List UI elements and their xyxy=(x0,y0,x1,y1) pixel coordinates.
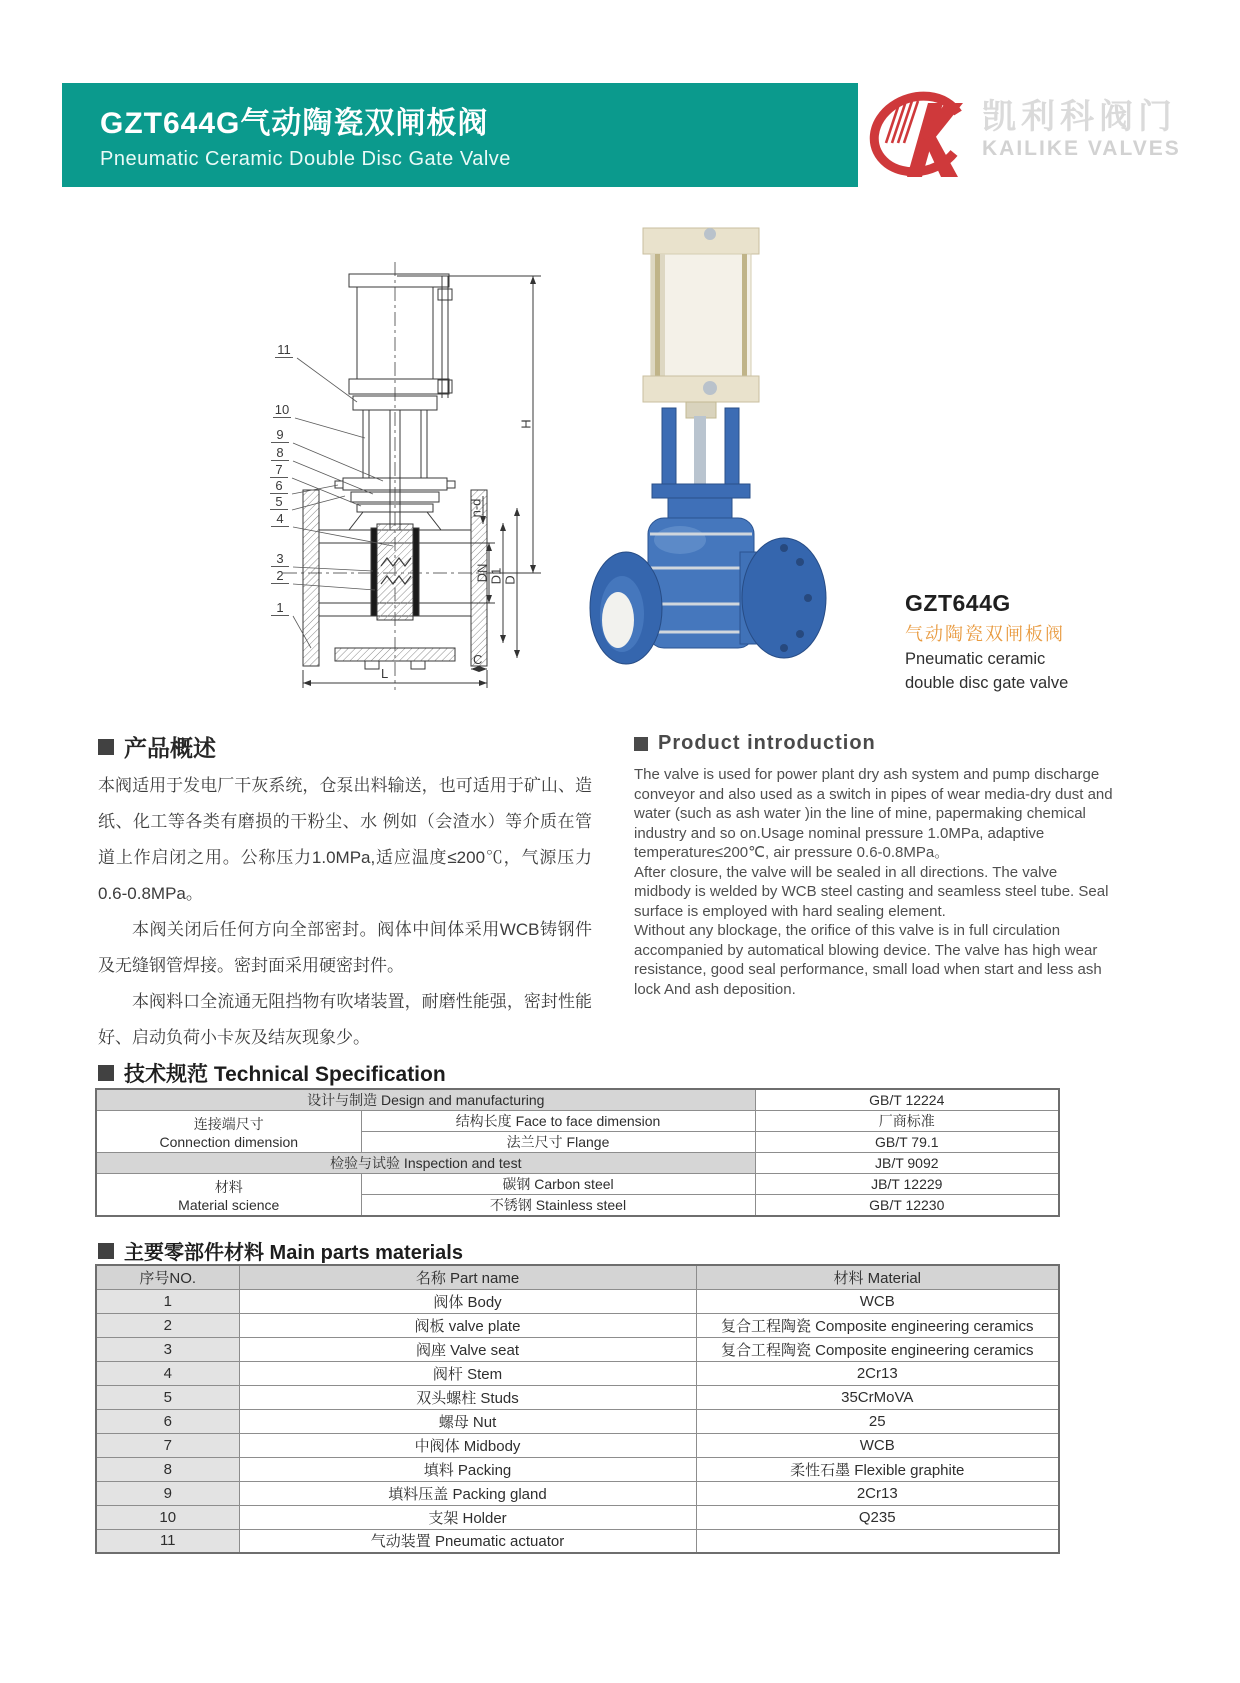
parts-cell-material: Q235 xyxy=(696,1505,1059,1529)
parts-cell-name: 填料压盖 Packing gland xyxy=(239,1481,696,1505)
parts-table-row xyxy=(96,1529,1059,1553)
product-photo-svg xyxy=(588,222,844,668)
product-photo xyxy=(588,222,844,668)
spec-group-label xyxy=(96,1111,361,1153)
brand-name-zh: 凯利科阀门 xyxy=(982,98,1177,136)
introduction-heading: Product introduction xyxy=(634,732,876,755)
parts-cell-name: 中阀体 Midbody xyxy=(239,1433,696,1457)
parts-header-material: 材料 Material xyxy=(696,1265,1059,1289)
parts-cell-name: 支架 Holder xyxy=(239,1505,696,1529)
dim-d: D xyxy=(502,575,518,585)
parts-cell-no: 11 xyxy=(96,1529,239,1553)
section-bullet-icon xyxy=(98,739,114,755)
parts-table-row xyxy=(96,1505,1059,1529)
header-bar xyxy=(62,83,858,187)
spec-value: GB/T 12224 xyxy=(755,1089,1059,1111)
section-bullet-icon xyxy=(634,737,648,751)
spec-row xyxy=(96,1111,1059,1132)
parts-table-row xyxy=(96,1481,1059,1505)
parts-cell-no: 2 xyxy=(96,1313,239,1337)
dim-dn: DN xyxy=(474,563,490,583)
parts-cell-material: 25 xyxy=(696,1409,1059,1433)
parts-cell-material: 35CrMoVA xyxy=(696,1385,1059,1409)
parts-table-row xyxy=(96,1385,1059,1409)
parts-cell-no: 6 xyxy=(96,1409,239,1433)
parts-header-row xyxy=(96,1265,1059,1289)
parts-heading: 主要零部件材料 Main parts materials xyxy=(98,1236,463,1265)
overview-text xyxy=(98,768,592,1056)
parts-cell-material: WCB xyxy=(696,1433,1059,1457)
spec-heading: 技术规范 Technical Specification xyxy=(98,1058,446,1088)
spec-row xyxy=(96,1153,1059,1174)
callout-9: 9 xyxy=(271,427,289,443)
spec-value: JB/T 12229 xyxy=(755,1174,1059,1195)
parts-table-row xyxy=(96,1337,1059,1361)
parts-cell-no: 1 xyxy=(96,1289,239,1313)
caption-en-line2: double disc gate valve xyxy=(905,674,1069,692)
callout-6: 6 xyxy=(270,478,288,494)
parts-cell-material: 复合工程陶瓷 Composite engineering ceramics xyxy=(696,1313,1059,1337)
callout-2: 2 xyxy=(271,568,289,584)
parts-cell-no: 4 xyxy=(96,1361,239,1385)
parts-table-row xyxy=(96,1409,1059,1433)
page-subtitle: Pneumatic Ceramic Double Disc Gate Valve xyxy=(100,148,511,170)
overview-heading: 产品概述 xyxy=(98,730,216,763)
spec-value: GB/T 79.1 xyxy=(755,1132,1059,1153)
company-logo xyxy=(858,85,1188,195)
callout-4: 4 xyxy=(271,511,289,527)
parts-table-row xyxy=(96,1289,1059,1313)
overview-paragraph: 本阀关闭后任何方向全部密封。阀体中间体采用WCB铸钢件及无缝钢管焊接。密封面采用硬密封件。 xyxy=(98,920,592,975)
parts-cell-material xyxy=(696,1529,1059,1553)
parts-cell-name: 双头螺柱 Studs xyxy=(239,1385,696,1409)
spec-value: GB/T 12230 xyxy=(755,1195,1059,1217)
parts-header-name: 名称 Part name xyxy=(239,1265,696,1289)
parts-cell-name: 阀板 valve plate xyxy=(239,1313,696,1337)
spec-label: 设计与制造 Design and manufacturing xyxy=(96,1089,755,1111)
spec-group-label-zh: 连接端尺寸 xyxy=(193,1115,264,1132)
section-bullet-icon xyxy=(98,1065,114,1081)
introduction-paragraph: Without any blockage, the orifice of this valve is in full circulation accompanied by automatical blowing device. The valve has high wear resistance, good seal performance, small load when start and less ash lock And ash deposition. xyxy=(634,922,1102,998)
photo-caption xyxy=(905,590,1135,694)
spec-item: 结构长度 Face to face dimension xyxy=(361,1111,755,1132)
spec-value: 厂商标准 xyxy=(755,1111,1059,1132)
parts-cell-material: 2Cr13 xyxy=(696,1361,1059,1385)
introduction-text xyxy=(634,765,1114,999)
spec-group-label-en: Material science xyxy=(178,1196,280,1213)
spec-value: JB/T 9092 xyxy=(755,1153,1059,1174)
dim-h: H xyxy=(518,419,534,429)
dim-c: C xyxy=(473,652,483,667)
introduction-paragraph: After closure, the valve will be sealed in all directions. The valve midbody is welded by WCB steel casting and seamless steel tube. Seal surface is employed with hard sealing element. xyxy=(634,863,1109,920)
overview-paragraph: 本阀料口全流通无阻挡物有吹堵装置，耐磨性能强，密封性能好、启动负荷小卡灰及结灰现象少。 xyxy=(98,992,592,1047)
spec-row xyxy=(96,1174,1059,1195)
parts-cell-no: 7 xyxy=(96,1433,239,1457)
parts-cell-name: 阀座 Valve seat xyxy=(239,1337,696,1361)
caption-en-line1: Pneumatic ceramic xyxy=(905,650,1046,668)
parts-cell-name: 螺母 Nut xyxy=(239,1409,696,1433)
parts-cell-no: 3 xyxy=(96,1337,239,1361)
callout-11: 11 xyxy=(275,342,293,358)
callout-8: 8 xyxy=(271,445,289,461)
spec-group-label-zh: 材料 xyxy=(214,1178,243,1195)
spec-row xyxy=(96,1089,1059,1111)
parts-table-row xyxy=(96,1361,1059,1385)
spec-item: 碳钢 Carbon steel xyxy=(361,1174,755,1195)
parts-cell-material: 柔性石墨 Flexible graphite xyxy=(696,1457,1059,1481)
parts-table-body xyxy=(96,1289,1059,1553)
spec-group-label xyxy=(96,1174,361,1217)
model-number: GZT644G xyxy=(905,590,1011,616)
callout-3: 3 xyxy=(271,551,289,567)
parts-header-no: 序号NO. xyxy=(96,1265,239,1289)
callout-7: 7 xyxy=(270,462,288,478)
parts-cell-name: 阀体 Body xyxy=(239,1289,696,1313)
brand-name-en: KAILIKE VALVES xyxy=(982,137,1181,160)
parts-table xyxy=(95,1264,1060,1554)
parts-cell-no: 10 xyxy=(96,1505,239,1529)
parts-cell-material: 2Cr13 xyxy=(696,1481,1059,1505)
dim-l: L xyxy=(381,666,389,681)
parts-cell-no: 5 xyxy=(96,1385,239,1409)
technical-drawing xyxy=(245,228,585,698)
technical-drawing-svg xyxy=(245,228,585,698)
spec-table xyxy=(95,1088,1060,1217)
dim-nd: n-d xyxy=(468,498,484,518)
spec-item: 法兰尺寸 Flange xyxy=(361,1132,755,1153)
overview-paragraph: 本阀适用于发电厂干灰系统，仓泵出料输送，也可适用于矿山、造纸、化工等各类有磨损的干粉尘、水 例如（会渣水）等介质在管道上作启闭之用。公称压力1.0MPa,适应温度≤200℃，气源压力0.6-0.8MPa。 xyxy=(98,776,592,903)
spec-label: 检验与试验 Inspection and test xyxy=(96,1153,755,1174)
introduction-paragraph: The valve is used for power plant dry ash system and pump discharge conveyor and also used as a switch in pipes of wear media-dry dust and water (such as ash water )in the line of mine, papermaking chemical industry and so on.Usage nominal pressure 1.0MPa, adaptive temperature≤200℃, air pressure 0.6-0.8MPa。 xyxy=(634,766,1113,861)
callout-5: 5 xyxy=(270,494,288,510)
parts-cell-no: 9 xyxy=(96,1481,239,1505)
kailike-logo-icon xyxy=(866,87,976,191)
parts-table-row xyxy=(96,1313,1059,1337)
callout-1: 1 xyxy=(271,600,289,616)
parts-cell-name: 气动装置 Pneumatic actuator xyxy=(239,1529,696,1553)
section-bullet-icon xyxy=(98,1243,114,1259)
parts-cell-name: 填料 Packing xyxy=(239,1457,696,1481)
spec-group-label-en: Connection dimension xyxy=(159,1133,299,1150)
caption-zh: 气动陶瓷双闸板阀 xyxy=(905,624,1065,644)
parts-cell-name: 阀杆 Stem xyxy=(239,1361,696,1385)
parts-cell-material: WCB xyxy=(696,1289,1059,1313)
parts-table-row xyxy=(96,1433,1059,1457)
callout-10: 10 xyxy=(274,402,290,417)
parts-cell-material: 复合工程陶瓷 Composite engineering ceramics xyxy=(696,1337,1059,1361)
dim-d1: D1 xyxy=(488,567,504,585)
parts-cell-no: 8 xyxy=(96,1457,239,1481)
page-title: GZT644G气动陶瓷双闸板阀 xyxy=(100,107,489,140)
spec-item: 不锈钢 Stainless steel xyxy=(361,1195,755,1217)
parts-table-row xyxy=(96,1457,1059,1481)
